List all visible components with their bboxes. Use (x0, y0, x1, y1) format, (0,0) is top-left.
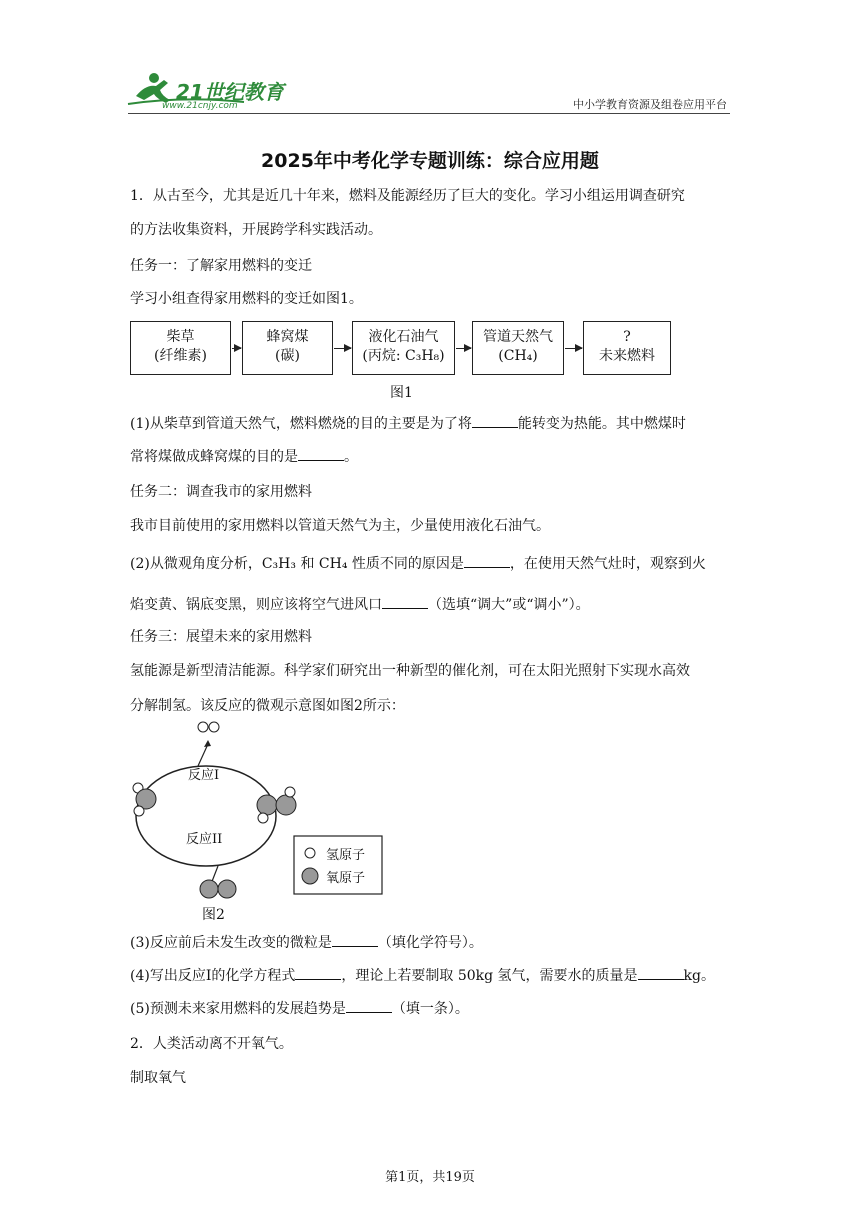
platform-name: 中小学教育资源及组卷应用平台 (573, 98, 727, 111)
task3-desc-line2: 分解制氢。该反应的微观示意图如图2所示： (130, 698, 405, 714)
fuel-box-future: ? 未来燃料 (583, 321, 671, 375)
fuel-box-lpg: 液化石油气 (丙烷: C₃H₈) (352, 321, 455, 375)
header-rule (128, 113, 730, 114)
logo-text: 21世纪教育 (176, 80, 284, 104)
reaction-2-label: 反应II (186, 832, 223, 847)
question-1-2-cont: 焰变黄、锅底变黑，则应该将空气进风口 （选填“调大”或“调小”）。 (130, 594, 590, 615)
answer-blank[interactable] (346, 998, 392, 1013)
answer-blank[interactable] (295, 965, 341, 980)
task2-desc: 我市目前使用的家用燃料以管道天然气为主，少量使用液化石油气。 (130, 518, 550, 534)
answer-blank[interactable] (382, 594, 428, 609)
task1-desc: 学习小组查得家用燃料的变迁如图1。 (130, 291, 363, 307)
arrow-3 (456, 348, 471, 349)
answer-blank[interactable] (638, 965, 684, 980)
question-1-1: (1)从柴草到管道天然气，燃料燃烧的目的主要是为了将 能转变为热能。其中燃煤时 (130, 413, 686, 434)
q2-sub-heading: 制取氧气 (130, 1070, 186, 1086)
fuel-box-straw: 柴草 (纤维素) (130, 321, 231, 375)
question-1-2: (2)从微观角度分析，C₃H₃ 和 CH₄ 性质不同的原因是 ，在使用天然气灶时，观察到火 (130, 553, 706, 574)
q1-intro-line2: 的方法收集资料，开展跨学科实践活动。 (130, 222, 382, 238)
task3-desc-line1: 氢能源是新型清洁能源。科学家们研究出一种新型的催化剂，可在太阳光照射下实现水高效 (130, 663, 690, 679)
figure-2 (126, 716, 396, 924)
q1-intro-line1: 1．从古至今，尤其是近几十年来，燃料及能源经历了巨大的变化。学习小组运用调查研究 (130, 188, 685, 204)
figure-1-caption: 图1 (390, 385, 413, 401)
fuel-box-natural-gas: 管道天然气 (CH₄) (472, 321, 564, 375)
q2-intro: 2．人类活动离不开氧气。 (130, 1036, 293, 1052)
answer-blank[interactable] (464, 553, 510, 568)
question-1-5: (5)预测未来家用燃料的发展趋势是 （填一条）。 (130, 998, 469, 1019)
question-1-4: (4)写出反应Ⅰ的化学方程式 ，理论上若要制取 50kg 氢气，需要水的质量是 kg。 (130, 965, 715, 986)
legend-hydrogen: 氢原子 (326, 848, 366, 863)
arrow-2 (334, 348, 351, 349)
legend-oxygen: 氧原子 (326, 871, 366, 886)
question-1-3: (3)反应前后未发生改变的微粒是 （填化学符号）。 (130, 932, 483, 953)
page-footer: 第1页，共19页 (385, 1170, 475, 1185)
arrow-1 (232, 348, 241, 349)
fuel-box-coal: 蜂窝煤 (碳) (242, 321, 333, 375)
arrow-4 (565, 348, 582, 349)
reaction-cycle-diagram (126, 716, 396, 924)
question-1-1-cont: 常将煤做成蜂窝煤的目的是 。 (130, 446, 358, 467)
answer-blank[interactable] (298, 446, 344, 461)
reaction-1-label: 反应I (188, 768, 220, 783)
task3-heading: 任务三：展望未来的家用燃料 (130, 629, 312, 645)
answer-blank[interactable] (332, 932, 378, 947)
answer-blank[interactable] (472, 413, 518, 428)
page-title: 2025年中考化学专题训练：综合应用题 (261, 150, 599, 172)
figure-2-caption: 图2 (202, 907, 225, 923)
task2-heading: 任务二：调查我市的家用燃料 (130, 484, 312, 500)
task1-heading: 任务一：了解家用燃料的变迁 (130, 258, 312, 274)
logo-url: www.21cnjy.com (162, 101, 238, 111)
